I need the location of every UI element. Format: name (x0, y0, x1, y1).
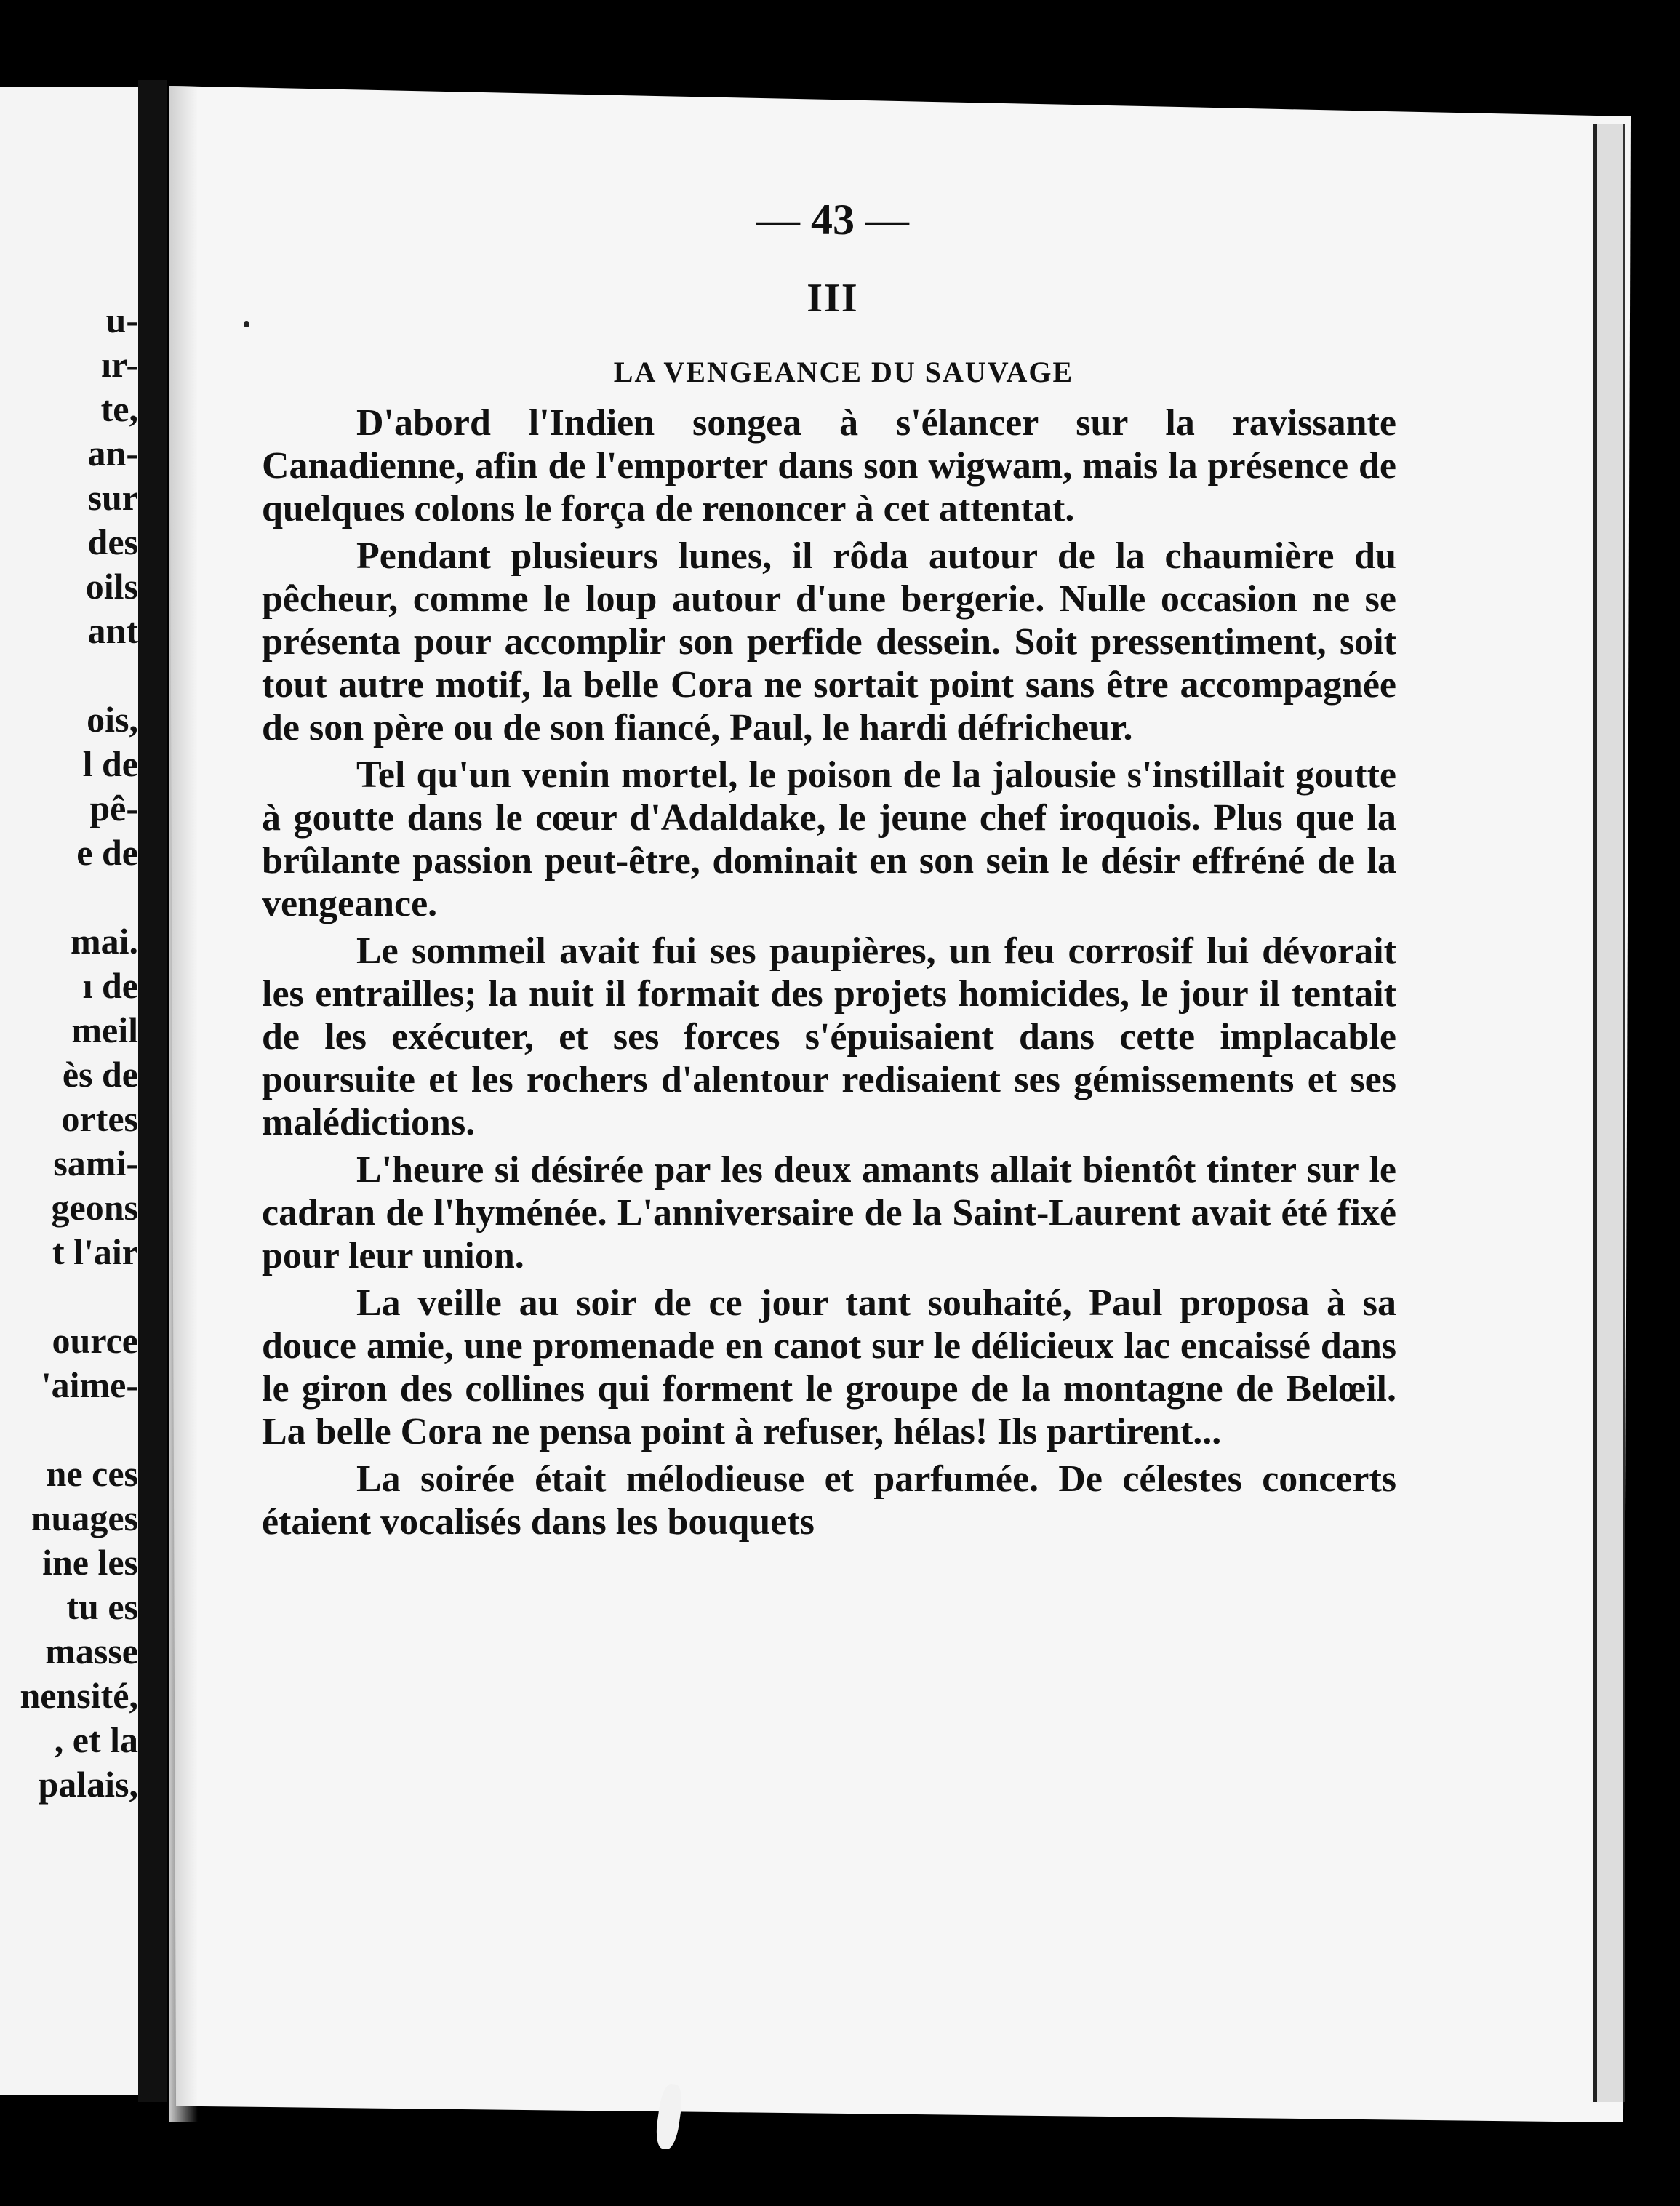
previous-page-line: sami- (53, 1143, 138, 1183)
previous-page-line: 'aime- (41, 1364, 138, 1405)
previous-page-line: an- (87, 433, 138, 473)
previous-page-line (0, 1274, 138, 1319)
previous-page-line: ortes (61, 1098, 138, 1139)
gutter-shadow (169, 86, 198, 2122)
previous-page-line: t l'air (52, 1231, 138, 1272)
paragraph: Le sommeil avait fui ses paupières, un feu corrosif lui dévorait les entrailles; la nuit il formait des projets homicides, le jour il tentait de les exécuter, et ses forces s'épuisaient dans cette implacable poursuite et les rochers d'alentour redisaient ses gémissements et ses malédictions. (262, 930, 1396, 1143)
previous-page-line: ine les (42, 1542, 138, 1583)
previous-page-line (0, 653, 138, 698)
previous-page-line: des (87, 521, 138, 562)
book-spine-shadow (138, 80, 167, 2102)
previous-page-line: ois, (87, 699, 138, 740)
previous-page-line: ès de (62, 1054, 138, 1095)
previous-page-line: ant (87, 610, 138, 651)
previous-page-line: , et la (54, 1719, 138, 1760)
previous-page-line: ource (52, 1320, 138, 1361)
chapter-title: LA VENGEANCE DU SAUVAGE (613, 356, 1074, 388)
previous-page-text (0, 298, 138, 1807)
previous-page-line: oils (85, 566, 138, 607)
previous-page-line: e de (76, 832, 138, 873)
previous-page-line: te, (100, 388, 138, 429)
previous-page-line: pê- (89, 788, 138, 828)
previous-page-line: geons (51, 1187, 138, 1228)
previous-page-line (0, 875, 138, 919)
chapter-number: III (807, 276, 859, 321)
paragraph: Tel qu'un venin mortel, le poison de la jalousie s'instillait goutte à goutte dans le cœur d'Adaldake, le jeune chef iroquois. Plus que la brûlante passion peut-être, dominait en son sein le désir effréné de la vengeance. (262, 754, 1396, 924)
paragraph: L'heure si désirée par les deux amants allait bientôt tinter sur le cadran de l'hyménée. L'anniversaire de la Saint-Laurent avait été fixé pour leur union. (262, 1149, 1396, 1276)
previous-page-line: palais, (38, 1764, 138, 1805)
page-edge (1593, 124, 1625, 2102)
previous-page-line: ı de (82, 965, 138, 1006)
previous-page-line: masse (45, 1631, 138, 1671)
previous-page-line: tu es (66, 1586, 138, 1627)
previous-page (0, 87, 138, 2095)
previous-page-line: sur (87, 477, 138, 518)
previous-page-line: nuages (31, 1498, 138, 1538)
page-body-text (262, 401, 1396, 1548)
previous-page-line: nensité, (20, 1675, 138, 1716)
previous-page-line: meil (71, 1010, 138, 1050)
previous-page-line: ne ces (46, 1453, 138, 1494)
paragraph: La soirée était mélodieuse et parfumée. De célestes concerts étaient vocalisés dans les bouquets (262, 1458, 1396, 1543)
previous-page-line: mai. (70, 921, 138, 962)
previous-page-line: u- (105, 300, 138, 340)
page-number: — 43 — (756, 196, 909, 244)
previous-page-line: l de (82, 743, 138, 784)
paragraph: La veille au soir de ce jour tant souhaité, Paul proposa à sa douce amie, une promenade en canot sur le délicieux lac encaissé dans le giron des collines qui forment le groupe de la montagne de Belœil. La belle Cora ne pensa point à refuser, hélas! Ils partirent... (262, 1282, 1396, 1452)
paragraph: D'abord l'Indien songea à s'élancer sur la ravissante Canadienne, afin de l'emporter dans son wigwam, mais la présence de quelques colons le força de renoncer à cet attentat. (262, 402, 1396, 529)
paragraph: Pendant plusieurs lunes, il rôda autour de la chaumière du pêcheur, comme le loup autour d'une bergerie. Nulle occasion ne se présenta pour accomplir son perfide dessein. Soit pressentiment, soit tout autre motif, la belle Cora ne sortait point sans être accompagnée de son père ou de son fiancé, Paul, le hardi défricheur. (262, 535, 1396, 748)
previous-page-line (0, 1407, 138, 1452)
previous-page-line: ır- (101, 344, 138, 385)
ink-speck (244, 321, 249, 327)
